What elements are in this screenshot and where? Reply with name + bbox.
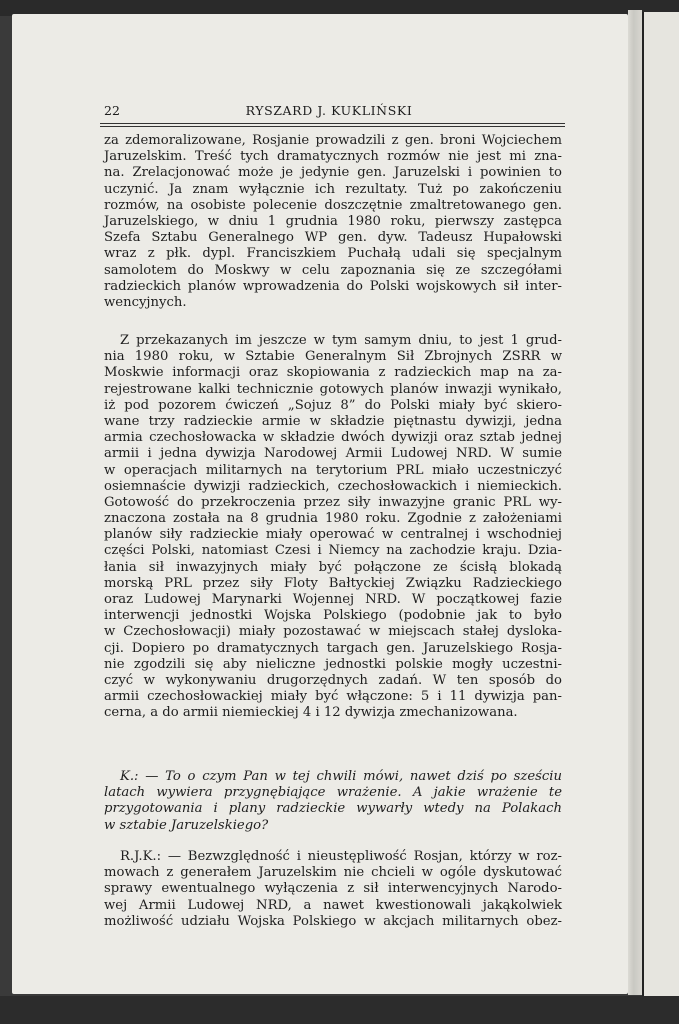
text-line: przygotowania i plany radzieckie wywarły wtedy na Polakach [104, 801, 562, 817]
text-line: armii czechosłowackiej miały być włączone: 5 i 11 dywizja pan- [104, 689, 562, 705]
text-line: Jaruzelskiego, w dniu 1 grudnia 1980 roku, pierwszy zastępca [104, 213, 562, 229]
text-line: wane trzy radzieckie armie w składzie piętnastu dywizji, jedna [104, 413, 562, 429]
text-line: wej Armii Ludowej NRD, a nawet kwestionowali jakąkolwiek [104, 897, 562, 913]
text-line: znaczona została na 8 grudnia 1980 roku. Zgodnie z założeniami [104, 511, 562, 527]
adjacent-page-edge [642, 12, 679, 997]
text-line: interwencji jednostki Wojska Polskiego (podobnie jak to było [104, 608, 562, 624]
text-line: osiemnaście dywizji radzieckich, czechosłowackich i niemieckich. [104, 478, 562, 494]
text-line: części Polski, natomiast Czesi i Niemcy na zachodzie kraju. Dzia- [104, 543, 562, 559]
text-line: wraz z płk. dypl. Franciszkiem Puchałą udali się specjalnym [104, 246, 562, 262]
text-line: cji. Dopiero po dramatycznych targach gen. Jaruzelskiego Rosja- [104, 640, 562, 656]
text-line: armia czechosłowacka w składzie dwóch dywizji oraz sztab jednej [104, 430, 562, 446]
text-line: radzieckich planów wprowadzenia do Polski wojskowych sił inter- [104, 278, 562, 294]
text-line: nia 1980 roku, w Sztabie Generalnym Sił Zbrojnych ZSRR w [104, 349, 562, 365]
text-line: Szefa Sztabu Generalnego WP gen. dyw. Tadeusz Hupałowski [104, 230, 562, 246]
text-line: w Czechosłowacji) miały pozostawać w miejscach stałej dysloka- [104, 624, 562, 640]
text-line: R.J.K.: — Bezwzględność i nieustępliwość Rosjan, którzy w roz- [120, 849, 562, 864]
text-line: rejestrowane kalki technicznie gotowych planów inwazji wynikało, [104, 381, 562, 397]
text-line: możliwość udziału Wojska Polskiego w akcjach militarnych obez- [104, 913, 562, 929]
text-line: w operacjach militarnych na terytorium PRL miało uczestniczyć [104, 462, 562, 478]
text-line: sprawy ewentualnego wyłączenia z sił interwencyjnych Narodo- [104, 881, 562, 897]
paragraph-1 [104, 133, 562, 311]
text-line: K.: — To o czym Pan w tej chwili mówi, nawet dziś po sześciu [120, 769, 562, 784]
text-line: oraz Ludowej Marynarki Wojennej NRD. W początkowej fazie [104, 592, 562, 607]
interview-answer [104, 849, 562, 930]
text-line: morską PRL przez siły Floty Bałtyckiej Związku Radzieckiego [104, 575, 562, 591]
text-line: Jaruzelskim. Treść tych dramatycznych rozmów nie jest mi zna- [104, 149, 562, 165]
header-rule-top [100, 123, 565, 124]
running-header [94, 101, 564, 123]
book-gutter [628, 10, 642, 995]
header-rule-bottom [100, 126, 565, 127]
text-line: uczynić. Ja znam wyłącznie ich rezultaty. Tuż po zakończeniu [104, 181, 562, 197]
text-line: wencyjnych. [104, 294, 187, 310]
text-line: Moskwie informacji oraz skopiowania z radzieckich map na za- [104, 365, 562, 381]
paragraph-2 [104, 333, 562, 722]
text-line: za zdemoralizowane, Rosjanie prowadzili z gen. broni Wojciechem [104, 133, 562, 148]
text-line: cerna, a do armii niemieckiej 4 i 12 dywizja zmechanizowana. [104, 705, 518, 721]
text-line: samolotem do Moskwy w celu zapoznania się ze szczegółami [104, 262, 562, 278]
text-line: na. Zrelacjonować może je jedynie gen. Jaruzelski i powinien to [104, 165, 562, 181]
text-line: nie zgodzili się aby nieliczne jednostki polskie mogły uczestni- [104, 656, 562, 672]
page-number: 22 [104, 103, 120, 118]
text-line: czyć w wykonywaniu drugorzędnych zadań. W ten sposób do [104, 672, 562, 688]
text-line: rozmów, na osobiste polecenie doszczętnie zmaltretowanego gen. [104, 197, 562, 213]
text-line: latach wywiera przygnębiające wrażenie. A jakie wrażenie te [104, 785, 562, 801]
text-line: Gotowość do przekroczenia przez siły inwazyjne granic PRL wy- [104, 494, 562, 510]
running-title: RYSZARD J. KUKLIŃSKI [245, 103, 413, 118]
text-line: mowach z generałem Jaruzelskim nie chcieli w ogóle dyskutować [104, 865, 562, 881]
text-line: łania sił inwazyjnych miały być połączone ze ścisłą blokadą [104, 559, 562, 575]
text-line: planów siły radzieckie miały operować w centralnej i wschodniej [104, 527, 562, 543]
interview-question [104, 769, 562, 834]
text-line: armii i jedna dywizja Narodowej Armii Ludowej NRD. W sumie [104, 446, 562, 462]
text-line: iż pod pozorem ćwiczeń „Sojuz 8” do Polski miały być skiero- [104, 397, 562, 413]
text-line: w sztabie Jaruzelskiego? [104, 817, 269, 833]
text-line: Z przekazanych im jeszcze w tym samym dniu, to jest 1 grud- [120, 333, 562, 348]
scan-background-bottom [0, 996, 679, 1024]
